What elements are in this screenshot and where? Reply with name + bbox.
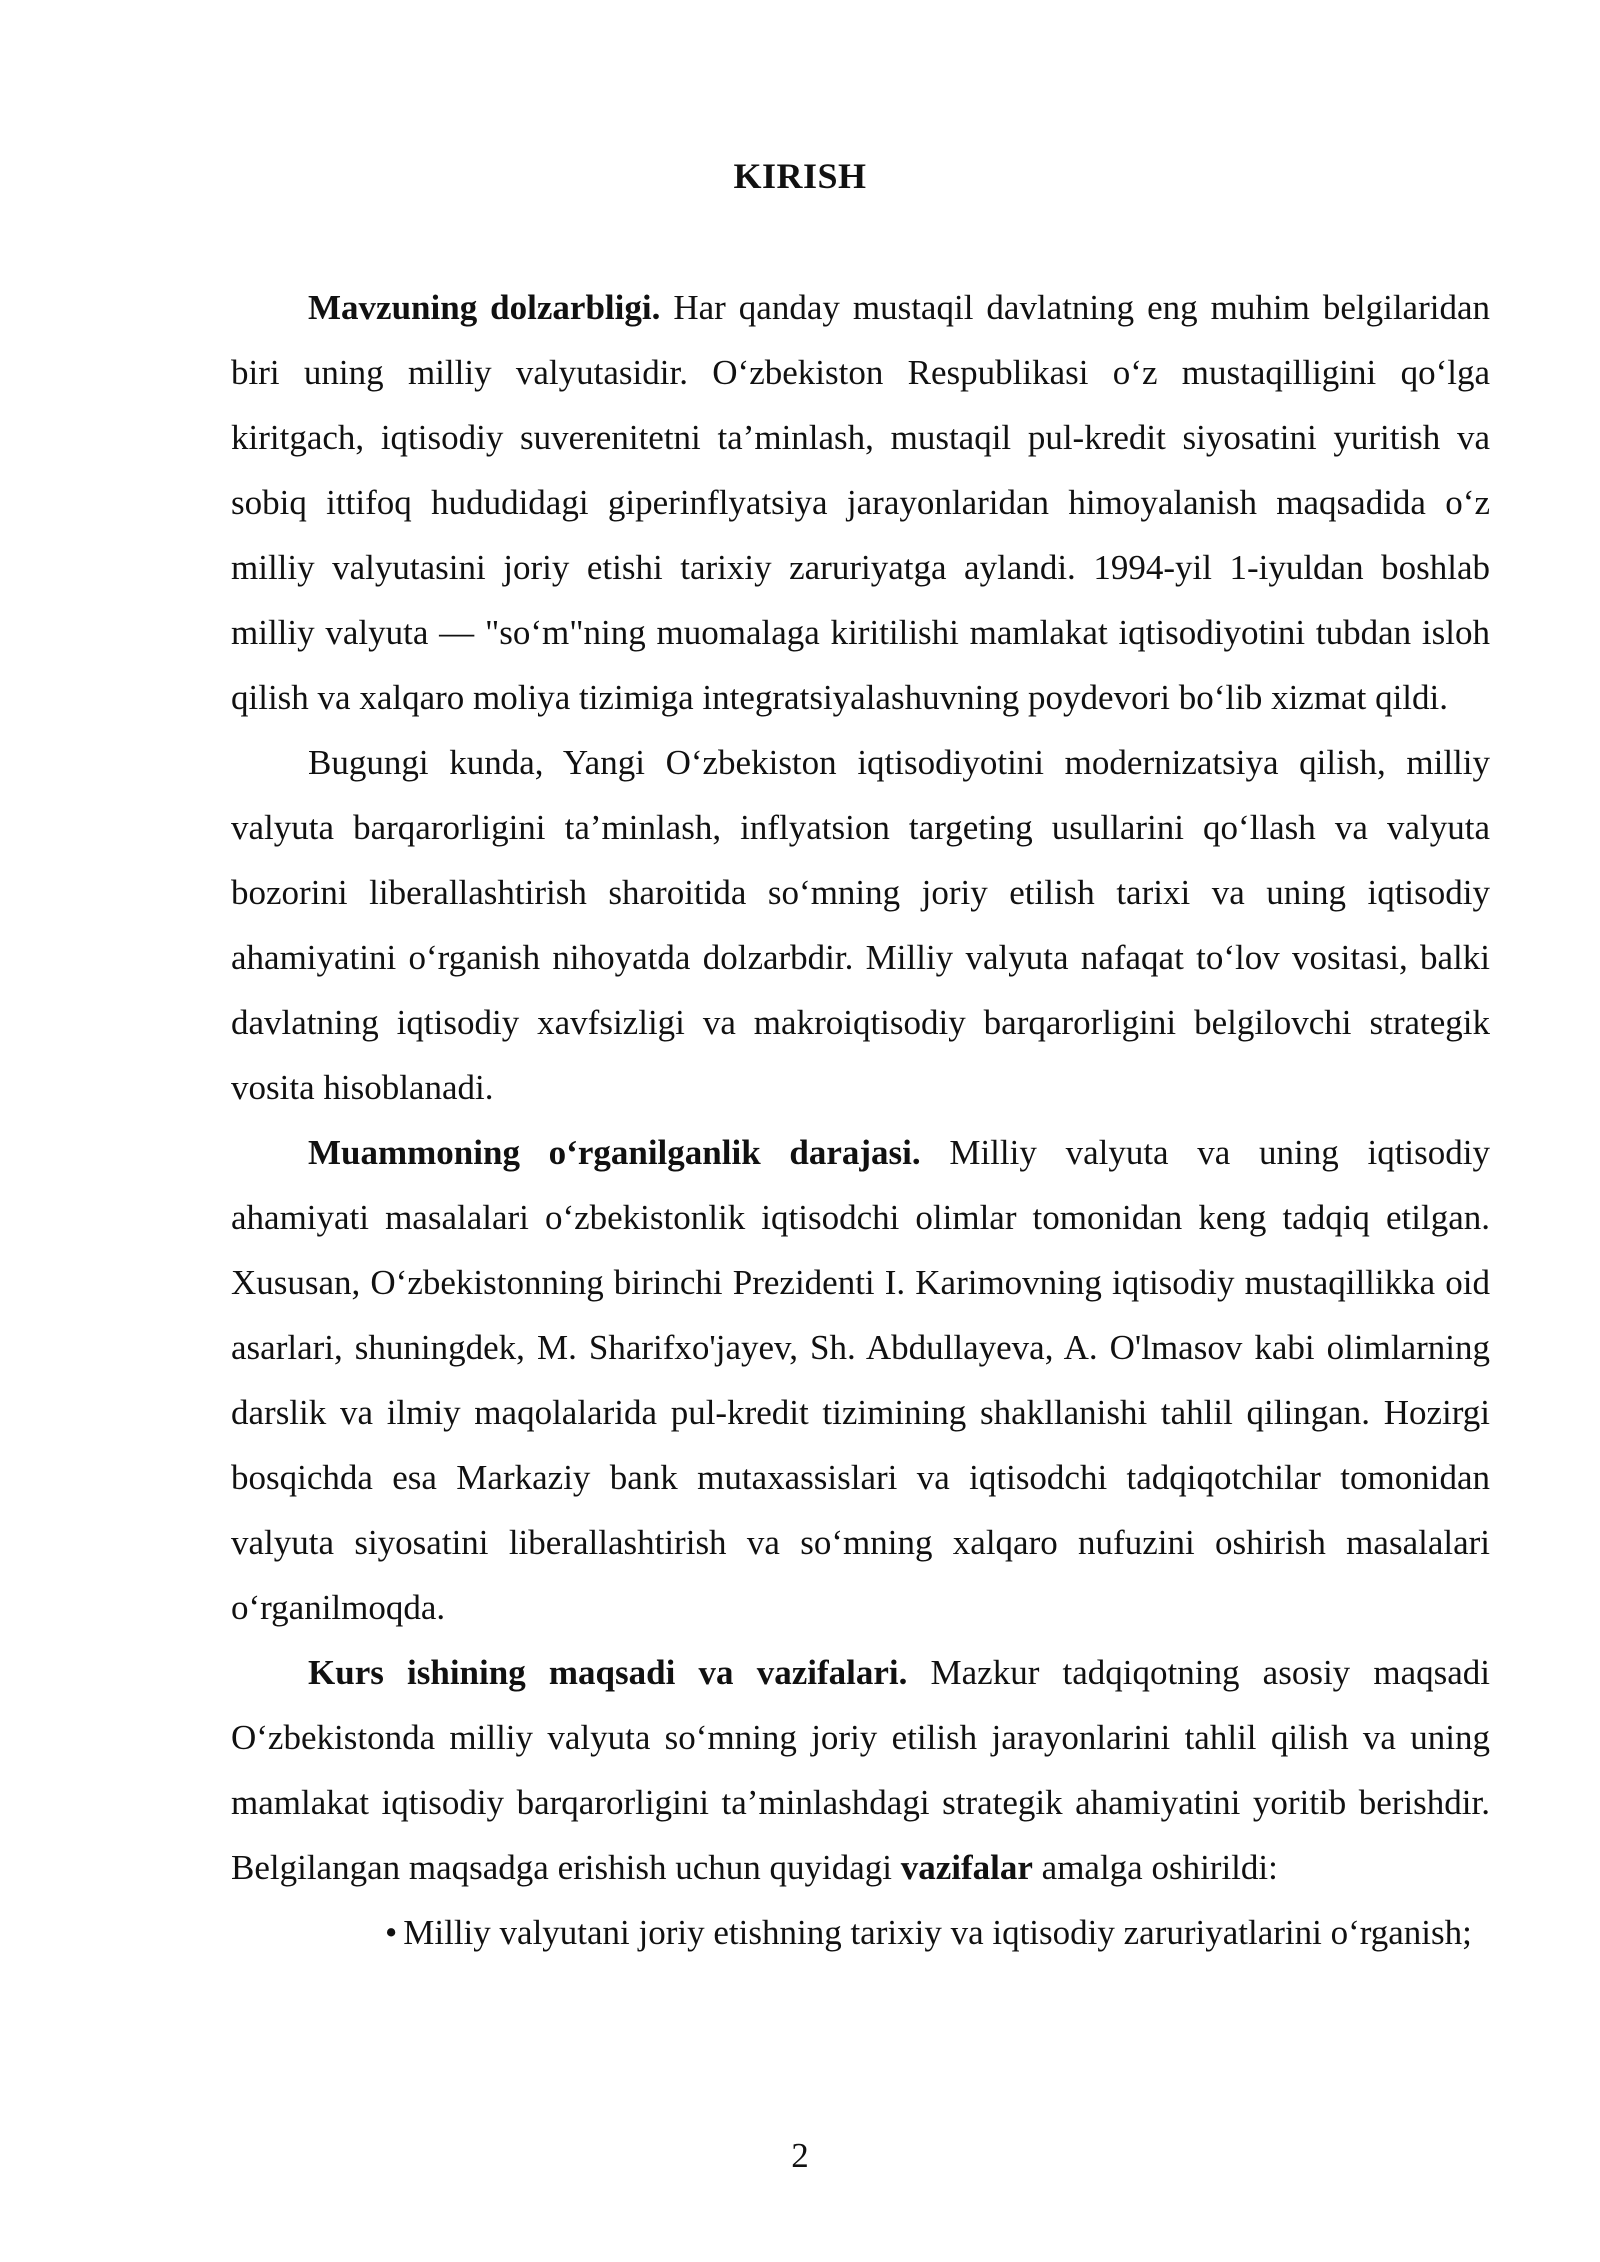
page-number: 2	[791, 2136, 809, 2175]
paragraph-lead: Muammoning o‘rganilganlik darajasi.	[308, 1133, 921, 1172]
paragraph-goals	[231, 1640, 1490, 1900]
list-item-text: Milliy valyutani joriy etishning tarixiy va iqtisodiy zaruriyatlarini o‘rganish;	[403, 1913, 1472, 1952]
paragraph-lead: Kurs ishining maqsadi va vazifalari.	[308, 1653, 908, 1692]
paragraph-emphasis: vazifalar	[900, 1848, 1033, 1887]
paragraph-research-level	[231, 1120, 1490, 1640]
paragraph-text: Milliy valyuta va uning iqtisodiy ahamiyati masalalari o‘zbekistonlik iqtisodchi olimlar tomonidan keng tadqiq etilgan. Xususan, O‘zbekistonning birinchi Prezidenti I. Karimovning iqtisodiy mustaqillikka oid asarlari, shuningdek, M. Sharifxo'jayev, Sh. Abdullayeva, A. O'lmasov kabi olimlarning darslik va ilmiy maqolalarida pul-kredit tizimining shakllanishi tahlil qilingan. Hozirgi bosqichda esa Markaziy bank mutaxassislari va iqtisodchi tadqiqotchilar tomonidan valyuta siyosatini liberallashtirish va so‘mning xalqaro nufuzini oshirish masalalari o‘rganilmoqda.	[231, 1133, 1490, 1627]
body-text	[231, 275, 1490, 1965]
paragraph-lead: Mavzuning dolzarbligi.	[308, 288, 661, 327]
paragraph-text: Mazkur tadqiqotning asosiy maqsadi O‘zbekistonda milliy valyuta so‘mning joriy etilish jarayonlarini tahlil qilish va uning mamlakat iqtisodiy barqarorligini ta’minlashdagi strategik ahamiyatini yoritib berishdir. Belgilangan maqsadga erishish uchun quyidagi	[231, 1653, 1490, 1887]
paragraph-text: Bugungi kunda, Yangi O‘zbekiston iqtisodiyotini modernizatsiya qilish, milliy valyuta barqarorligini ta’minlash, inflyatsion targeting usullarini qo‘llash va valyuta bozorini liberallashtirish sharoitida so‘mning joriy etilish tarixi va uning iqtisodiy ahamiyatini o‘rganish nihoyatda dolzarbdir. Milliy valyuta nafaqat to‘lov vositasi, balki davlatning iqtisodiy xavfsizligi va makroiqtisodiy barqarorligini belgilovchi strategik vosita hisoblanadi.	[231, 743, 1490, 1107]
paragraph-relevance	[231, 275, 1490, 730]
list-item	[231, 1900, 1490, 1965]
paragraph-tail: amalga oshirildi:	[1032, 1848, 1278, 1887]
bullet-icon: •	[385, 1913, 398, 1952]
paragraph-today	[231, 730, 1490, 1120]
page-title: KIRISH	[733, 156, 867, 196]
paragraph-text: Har qanday mustaqil davlatning eng muhim belgilaridan biri uning milliy valyutasidir. O‘zbekiston Respublikasi o‘z mustaqilligini qo‘lga kiritgach, iqtisodiy suverenitetni ta’minlash, mustaqil pul-kredit siyosatini yuritish va sobiq ittifoq hududidagi giperinflyatsiya jarayonlaridan himoyalanish maqsadida o‘z milliy valyutasini joriy etishi tarixiy zaruriyatga aylandi. 1994-yil 1-iyuldan boshlab milliy valyuta — "so‘m"ning muomalaga kiritilishi mamlakat iqtisodiyotini tubdan isloh qilish va xalqaro moliya tizimiga integratsiyalashuvning poydevori bo‘lib xizmat qildi.	[231, 288, 1490, 717]
